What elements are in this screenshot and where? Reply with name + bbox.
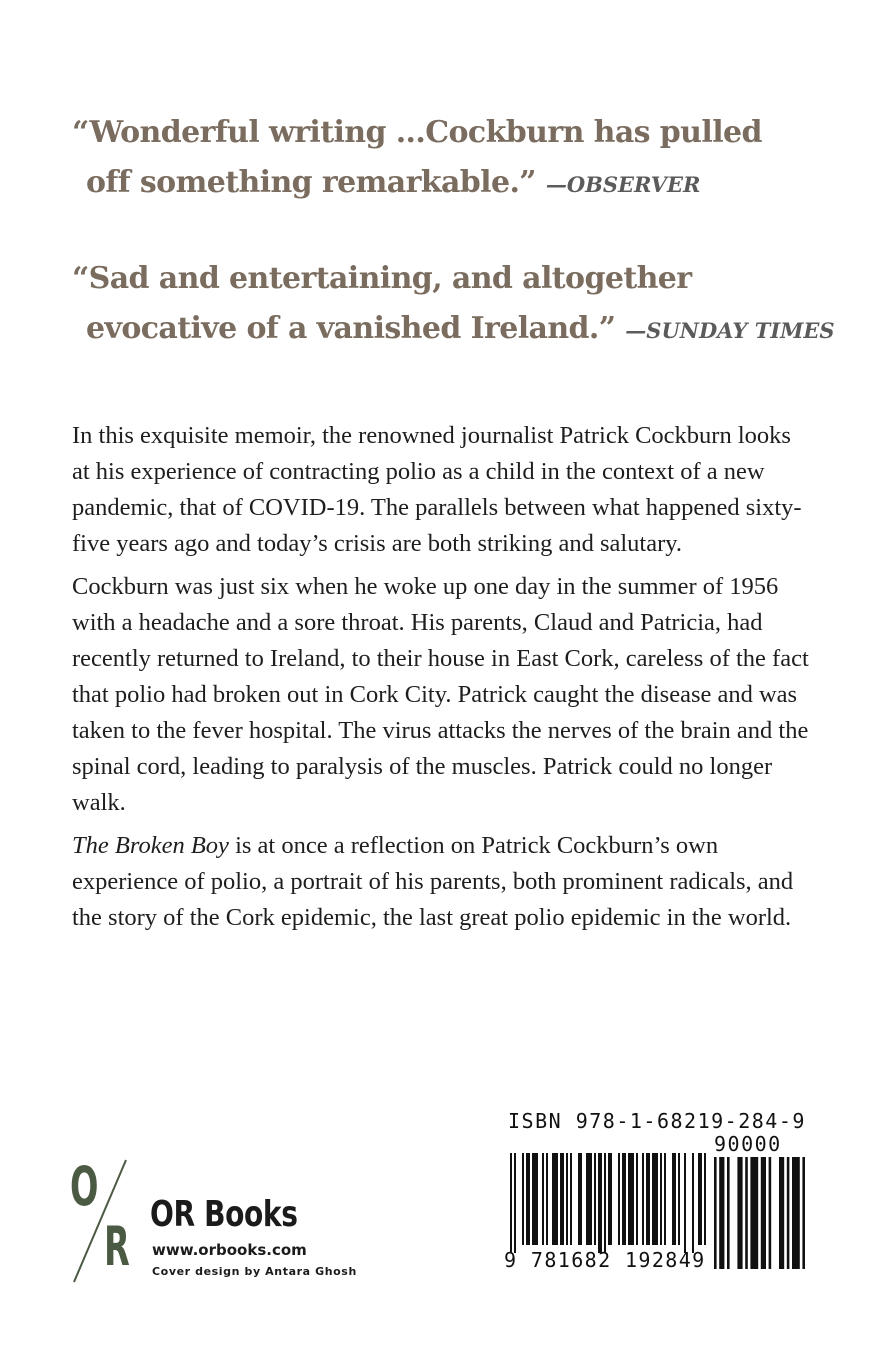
- barcode-bar: [546, 1153, 548, 1245]
- barcode-bar: [678, 1153, 680, 1245]
- quote-line-2: [72, 158, 852, 210]
- barcode-bar: [594, 1153, 596, 1245]
- isbn-barcode: [500, 1105, 820, 1285]
- barcode-bar: [510, 1153, 512, 1253]
- logo-letter-r: R: [104, 1215, 130, 1278]
- barcode-bar: [578, 1153, 582, 1245]
- barcode-bar: [745, 1157, 748, 1269]
- barcode-bar: [618, 1153, 620, 1245]
- barcode-bar: [604, 1153, 606, 1253]
- publisher-name: OR Books: [150, 1194, 298, 1235]
- quote-line-2-text: off something remarkable.”: [86, 165, 536, 200]
- barcode-bar: [570, 1153, 572, 1245]
- blurb-paragraph-2: Cockburn was just six when he woke up one day in the summer of 1956 with a headache and a sore throat. His parents, Claud and Patricia, had recently returned to Ireland, to their house in East Cork, careless of the fact that polio had broken out in Cork City. Patrick caught the disease and was taken to the fever hospital. The virus attacks the nerves of the brain and the spinal cord, leading to paralysis of the muscles. Patrick could no longer walk.: [72, 573, 809, 816]
- barcode-bar: [542, 1153, 544, 1245]
- ean-digits: 9 781682 192849: [504, 1248, 706, 1272]
- barcode-bar: [704, 1153, 706, 1245]
- barcode-bar: [660, 1153, 662, 1245]
- barcode-bar: [642, 1153, 644, 1245]
- quote-line-1: “Sad and entertaining, and altogether: [72, 261, 692, 296]
- barcode-bar: [646, 1153, 650, 1245]
- barcode-bar: [526, 1153, 530, 1245]
- or-books-logo: [68, 1156, 138, 1288]
- barcode-bar: [672, 1153, 676, 1245]
- review-quote-sunday-times: [72, 254, 852, 356]
- quote-line-2-text: evocative of a vanished Ireland.”: [86, 311, 616, 346]
- book-blurb: [72, 418, 812, 943]
- barcode-bar: [636, 1153, 638, 1245]
- barcode-bar: [727, 1157, 730, 1269]
- barcode-bar: [792, 1157, 800, 1269]
- barcode-bar: [514, 1153, 516, 1253]
- quote-source: —SUNDAY TIMES: [625, 318, 835, 343]
- barcode-bar: [802, 1157, 805, 1269]
- barcode-bar: [761, 1157, 766, 1269]
- barcode-bar: [522, 1153, 524, 1245]
- logo-letter-o: O: [70, 1155, 99, 1218]
- ean-barcode-bars: [510, 1153, 706, 1253]
- barcode-bar: [737, 1157, 742, 1269]
- quote-line-1: “Wonderful writing ...Cockburn has pulled: [72, 115, 762, 150]
- barcode-bar: [652, 1153, 658, 1245]
- barcode-bar: [608, 1153, 612, 1245]
- barcode-bar: [664, 1153, 666, 1245]
- publisher-url: www.orbooks.com: [152, 1241, 307, 1259]
- addon-barcode-bars: [714, 1157, 806, 1269]
- barcode-bar: [750, 1157, 758, 1269]
- barcode-bar: [787, 1157, 790, 1269]
- review-quote-observer: [72, 108, 852, 210]
- blurb-paragraph-1: In this exquisite memoir, the renowned journalist Patrick Cockburn looks at his experience of contracting polio as a child in the context of a new pandemic, that of COVID-19. The parallels between what happened sixty-five years ago and today’s crisis are both striking and salutary.: [72, 422, 802, 557]
- barcode-bar: [779, 1157, 784, 1269]
- barcode-bar: [566, 1153, 568, 1245]
- barcode-bar: [769, 1157, 772, 1269]
- price-code: 90000: [714, 1132, 782, 1156]
- barcode-bar: [586, 1153, 592, 1245]
- barcode-bar: [684, 1153, 686, 1253]
- barcode-bar: [560, 1153, 564, 1245]
- barcode-bar: [714, 1157, 717, 1269]
- barcode-bar: [622, 1153, 626, 1245]
- quote-source: —OBSERVER: [545, 172, 701, 197]
- blurb-paragraph-3: [72, 828, 812, 936]
- quote-line-2: [72, 304, 852, 356]
- barcode-bar: [698, 1153, 702, 1245]
- barcode-bar: [628, 1153, 634, 1245]
- isbn-label: ISBN 978-1-68219-284-9: [508, 1109, 806, 1133]
- barcode-bar: [532, 1153, 538, 1245]
- barcode-bar: [719, 1157, 724, 1269]
- book-title: The Broken Boy: [72, 832, 229, 859]
- blurb-paragraph-3-text: is at once a reflection on Patrick Cockburn’s own experience of polio, a portrait of his parents, both prominent radicals, and the story of the Cork epidemic, the last great polio epidemic in the world.: [72, 832, 794, 931]
- barcode-bar: [552, 1153, 558, 1245]
- barcode-bar: [692, 1153, 694, 1253]
- cover-design-credit: Cover design by Antara Ghosh: [152, 1265, 357, 1278]
- barcode-bar: [598, 1153, 602, 1253]
